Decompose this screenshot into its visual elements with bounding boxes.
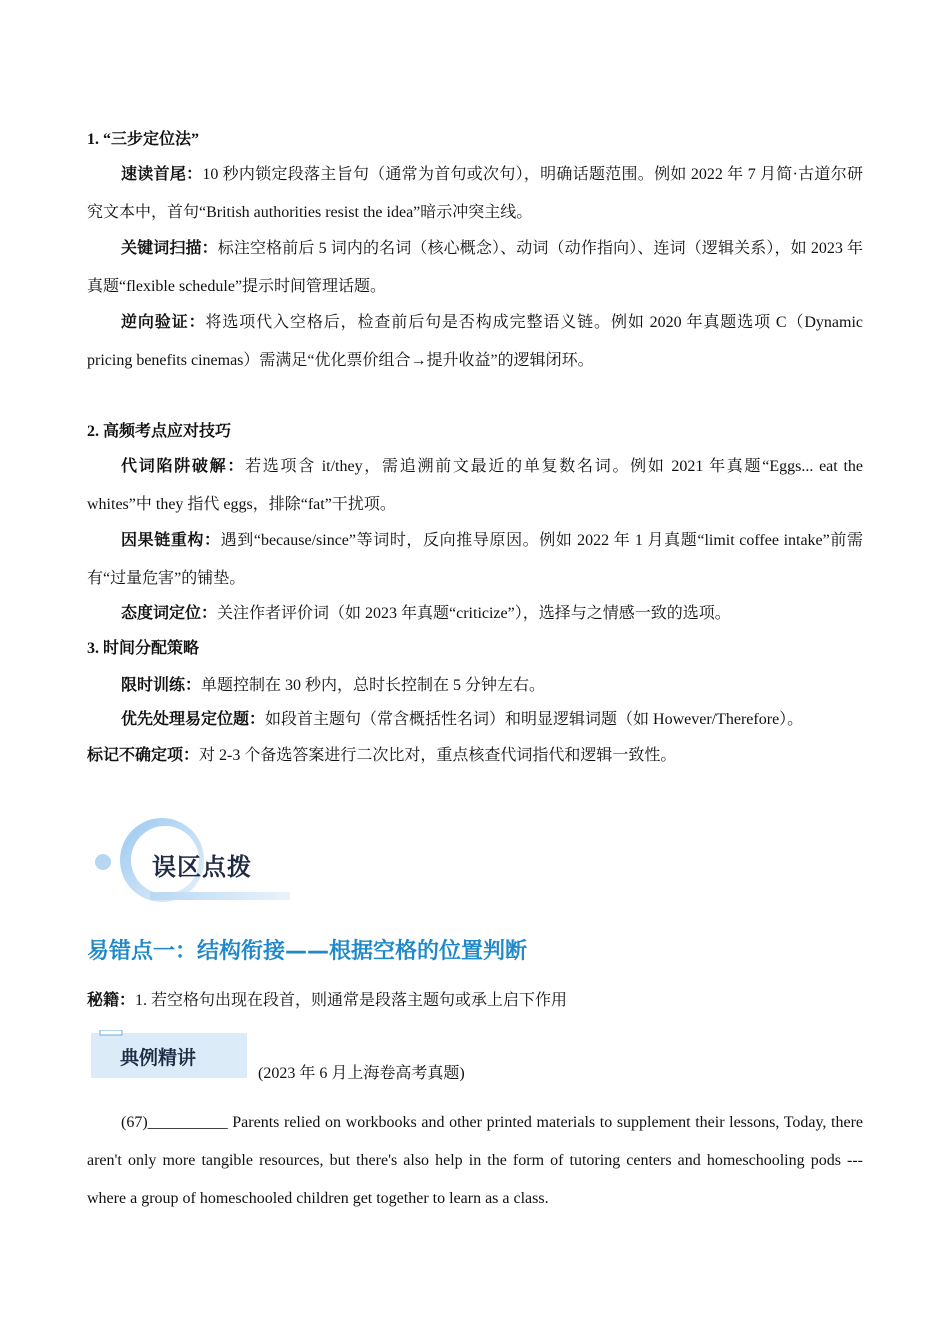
section1-item-3 [87, 304, 863, 380]
section1-item-2 [87, 230, 863, 306]
banner-title: 误区点拨 [152, 853, 252, 881]
item-text: 遇到“because/since”等词时，反向推导原因。例如 2022 年 1 月真题“limit coffee intake”前需有“过量危害”的铺垫。 [87, 532, 863, 587]
item-text: 关注作者评价词（如 2023 年真题“criticize”），选择与之情感一致的选项。 [217, 605, 731, 622]
tip-label: 秘籍： [87, 992, 136, 1009]
item-label: 标记不确定项： [87, 747, 200, 764]
section2-heading: 2. 高频考点应对技巧 [87, 423, 232, 440]
item-text: 若选项含 it/they，需追溯前文最近的单复数名词。例如 2021 年真题“Eggs... eat the whites”中 they 指代 eggs，排除“fat”干扰项。 [87, 458, 863, 513]
section3-item-1 [87, 675, 863, 697]
tip-line [87, 990, 863, 1012]
section3-item-3 [87, 745, 863, 767]
example-source: (2023 年 6 月上海卷高考真题) [258, 1065, 465, 1082]
item-text: 10 秒内锁定段落主旨句（通常为首句或次句），明确话题范围。例如 2022 年 7 月简·古道尔研究文本中，首句“British authorities resist the idea”暗示冲突主线。 [87, 166, 863, 221]
item-label: 优先处理易定位题： [121, 711, 266, 728]
section2-item-1 [87, 448, 863, 524]
item-label: 态度词定位： [121, 605, 218, 622]
item-text: 标注空格前后 5 词内的名词（核心概念）、动词（动作指向）、连词（逻辑关系），如 2023 年真题“flexible schedule”提示时间管理话题。 [87, 240, 863, 295]
section3-item-2 [87, 709, 863, 731]
example-label: 典例精讲 [120, 1047, 197, 1069]
section1-heading: 1. “三步定位法” [87, 131, 200, 148]
section2-item-3 [87, 603, 863, 625]
item-label: 速读首尾： [121, 166, 203, 183]
item-label: 逆向验证： [121, 314, 206, 331]
item-text: 如段首主题句（常含概括性名词）和明显逻辑词题（如 However/Therefore）。 [265, 711, 804, 728]
example-passage: (67)__________ Parents relied on workbooks and other printed materials to supplement their lessons, Today, there aren't only more tangible resources, but there's also help in the form of tutoring centers and homeschooling pods --- where a group of homeschooled children get together to learn as a class. [87, 1114, 863, 1207]
tip-text: 1. 若空格句出现在段首，则通常是段落主题句或承上启下作用 [135, 992, 568, 1009]
item-label: 关键词扫描： [121, 240, 218, 257]
item-text: 单题控制在 30 秒内，总时长控制在 5 分钟左右。 [201, 677, 546, 694]
item-label: 因果链重构： [121, 532, 221, 549]
item-text: 将选项代入空格后，检查前后句是否构成完整语义链。例如 2020 年真题选项 C（Dynamic pricing benefits cinemas）需满足“优化票价组合→提升收益”的逻辑闭环。 [87, 314, 863, 369]
section2-item-2 [87, 522, 863, 598]
section1-item-1 [87, 156, 863, 232]
error-point-title: 易错点一：结构衔接——根据空格的位置判断 [87, 939, 528, 964]
item-label: 限时训练： [121, 677, 202, 694]
item-label: 代词陷阱破解： [121, 458, 246, 475]
section3-heading: 3. 时间分配策略 [87, 640, 200, 657]
item-text: 对 2-3 个备选答案进行二次比对，重点核查代词指代和逻辑一致性。 [199, 747, 677, 764]
